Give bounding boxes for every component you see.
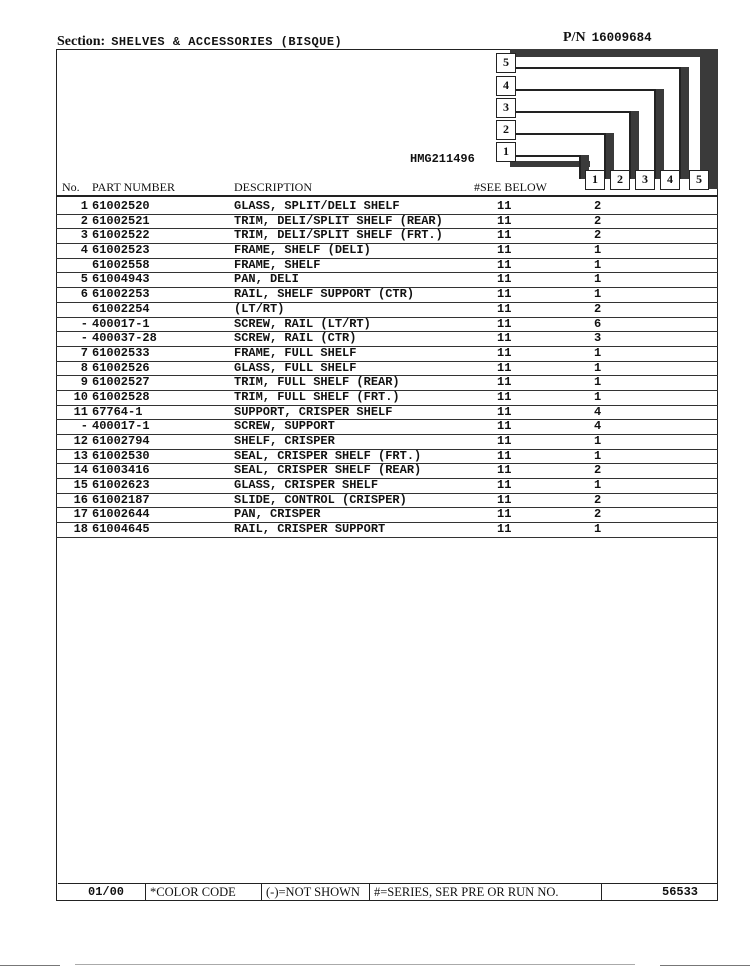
cell-series: 11	[497, 272, 512, 287]
table-row	[56, 273, 718, 288]
cell-desc: TRIM, FULL SHELF (FRT.)	[234, 389, 400, 404]
table-row	[56, 523, 718, 538]
cell-no: 1	[80, 199, 88, 213]
cell-no: 18	[73, 522, 88, 537]
cell-desc: FRAME, FULL SHELF	[234, 345, 357, 360]
footer-color-code: *COLOR CODE	[146, 884, 262, 900]
cell-no: 15	[73, 478, 88, 493]
cell-desc: SCREW, RAIL (LT/RT)	[234, 316, 371, 331]
cell-no: 5	[80, 272, 88, 287]
cell-series: 11	[497, 404, 512, 419]
cell-qty: 1	[594, 375, 602, 390]
cell-qty: 1	[594, 257, 602, 272]
cell-part: 61002187	[92, 492, 150, 507]
cell-no: -	[80, 316, 88, 331]
cell-desc: GLASS, SPLIT/DELI SHELF	[234, 199, 400, 213]
diagram-label-v5: 5	[496, 53, 516, 73]
cell-part: 61002528	[92, 389, 150, 404]
cell-part: 61002254	[92, 301, 150, 316]
cell-qty: 3	[594, 331, 602, 346]
cell-desc: FRAME, SHELF	[234, 257, 321, 272]
cell-desc: PAN, CRISPER	[234, 507, 321, 522]
cell-series: 11	[497, 434, 512, 448]
cell-part: 61002527	[92, 375, 150, 390]
cell-part: 61004645	[92, 522, 150, 537]
cell-qty: 1	[594, 287, 602, 302]
cell-part: 67764-1	[92, 404, 143, 419]
cell-desc: SEAL, CRISPER SHELF (FRT.)	[234, 448, 422, 463]
diagram-label-v1: 1	[496, 142, 516, 162]
cell-series: 11	[497, 448, 512, 463]
column-header-series: #SEE BELOW	[474, 180, 547, 194]
cell-part: 61002530	[92, 448, 150, 463]
cell-part: 61002644	[92, 507, 150, 522]
diagram-label-v2: 2	[496, 120, 516, 140]
scan-mark	[660, 965, 750, 966]
diagram-shade-5	[681, 67, 689, 179]
cell-part: 61002523	[92, 243, 150, 258]
scan-mark	[0, 965, 60, 966]
diagram-label-v3: 3	[496, 98, 516, 118]
cell-desc: FRAME, SHELF (DELI)	[234, 243, 371, 258]
table-row	[56, 508, 718, 523]
parts-table	[56, 200, 718, 538]
table-row	[56, 244, 718, 259]
cell-desc: RAIL, SHELF SUPPORT (CTR)	[234, 287, 415, 302]
cell-part: 61002558	[92, 257, 150, 272]
cell-series: 11	[497, 507, 512, 522]
cell-qty: 1	[594, 478, 602, 493]
cell-no: 7	[80, 345, 88, 360]
cell-desc: SUPPORT, CRISPER SHELF	[234, 404, 393, 419]
cell-qty: 4	[594, 419, 602, 434]
diagram-label-v4: 4	[496, 76, 516, 96]
model-number: HMG211496	[410, 152, 475, 166]
footer-date: 01/00	[58, 884, 146, 900]
cell-desc: SEAL, CRISPER SHELF (REAR)	[234, 463, 422, 478]
table-row	[56, 376, 718, 391]
cell-qty: 2	[594, 199, 602, 213]
table-row	[56, 200, 718, 215]
cell-series: 11	[497, 228, 512, 243]
cell-part: 61002533	[92, 345, 150, 360]
cell-qty: 2	[594, 492, 602, 507]
table-row	[56, 479, 718, 494]
footer-series-note: #=SERIES, SER PRE OR RUN NO.	[370, 884, 602, 900]
table-row	[56, 464, 718, 479]
cell-series: 11	[497, 360, 512, 375]
cell-part: 400017-1	[92, 316, 150, 331]
diagram-label-h5: 5	[689, 170, 709, 190]
cell-no: 6	[80, 287, 88, 302]
cell-part: 61004943	[92, 272, 150, 287]
table-row	[56, 318, 718, 333]
footer-page-number: 56533	[662, 885, 699, 899]
table-row	[56, 288, 718, 303]
table-row	[56, 494, 718, 509]
cell-no: -	[80, 419, 88, 434]
cell-qty: 1	[594, 345, 602, 360]
table-row	[56, 362, 718, 377]
table-row	[56, 347, 718, 362]
table-row	[56, 450, 718, 465]
cell-part: 61002521	[92, 213, 150, 228]
cell-series: 11	[497, 213, 512, 228]
cell-qty: 2	[594, 463, 602, 478]
column-header-description: DESCRIPTION	[234, 180, 313, 194]
cell-no: 8	[80, 360, 88, 375]
scan-mark	[75, 964, 635, 965]
cell-qty: 1	[594, 522, 602, 537]
cell-no: 10	[73, 389, 88, 404]
cell-series: 11	[497, 345, 512, 360]
cell-qty: 2	[594, 301, 602, 316]
cell-part: 61002526	[92, 360, 150, 375]
cell-part: 400037-28	[92, 331, 157, 346]
cell-desc: SCREW, SUPPORT	[234, 419, 335, 434]
cell-desc: RAIL, CRISPER SUPPORT	[234, 522, 386, 537]
cell-desc: PAN, DELI	[234, 272, 299, 287]
cell-no: 11	[73, 404, 88, 419]
column-header-part-number: PART NUMBER	[92, 180, 175, 194]
cell-series: 11	[497, 389, 512, 404]
cell-qty: 1	[594, 389, 602, 404]
cell-no: 14	[73, 463, 88, 478]
diagram-line-2	[510, 133, 605, 135]
cell-desc: GLASS, FULL SHELF	[234, 360, 357, 375]
cell-part: 61002253	[92, 287, 150, 302]
diagram-label-h1: 1	[585, 170, 605, 190]
table-row	[56, 435, 718, 450]
cell-no: 13	[73, 448, 88, 463]
cell-no: -	[80, 331, 88, 346]
cell-no: 9	[80, 375, 88, 390]
cell-series: 11	[497, 257, 512, 272]
cell-part: 61002623	[92, 478, 150, 493]
diagram-line-3	[510, 111, 630, 113]
cell-qty: 1	[594, 243, 602, 258]
cell-qty: 1	[594, 272, 602, 287]
cell-series: 11	[497, 316, 512, 331]
table-row	[56, 391, 718, 406]
cell-no: 2	[80, 213, 88, 228]
cell-desc: TRIM, DELI/SPLIT SHELF (REAR)	[234, 213, 443, 228]
cell-part: 400017-1	[92, 419, 150, 434]
cell-desc: TRIM, FULL SHELF (REAR)	[234, 375, 400, 390]
footer-not-shown: (-)=NOT SHOWN	[262, 884, 370, 900]
pn-value: 16009684	[591, 31, 652, 45]
cell-desc: SCREW, RAIL (CTR)	[234, 331, 357, 346]
diagram-line-4	[510, 89, 655, 91]
table-row	[56, 332, 718, 347]
cell-part: 61002520	[92, 199, 150, 213]
cell-no: 4	[80, 243, 88, 258]
diagram-label-h3: 3	[635, 170, 655, 190]
cell-series: 11	[497, 375, 512, 390]
cell-qty: 1	[594, 360, 602, 375]
cell-qty: 2	[594, 507, 602, 522]
table-row	[56, 229, 718, 244]
cell-qty: 2	[594, 213, 602, 228]
table-row	[56, 420, 718, 435]
cell-qty: 2	[594, 228, 602, 243]
part-number-heading	[563, 30, 652, 46]
cell-series: 11	[497, 478, 512, 493]
pn-label: P/N	[563, 30, 586, 45]
section-value: SHELVES & ACCESSORIES (BISQUE)	[111, 35, 343, 49]
cell-no: 12	[73, 434, 88, 448]
diagram-label-h4: 4	[660, 170, 680, 190]
cell-desc: SLIDE, CONTROL (CRISPER)	[234, 492, 407, 507]
cell-series: 11	[497, 522, 512, 537]
header-rule	[56, 195, 718, 197]
diagram-shade-top	[510, 49, 710, 57]
table-row	[56, 259, 718, 274]
diagram-label-h2: 2	[610, 170, 630, 190]
table-row	[56, 303, 718, 318]
cell-series: 11	[497, 463, 512, 478]
diagram-shade-3	[631, 111, 639, 179]
cell-qty: 6	[594, 316, 602, 331]
section-heading	[57, 34, 342, 50]
table-row	[56, 406, 718, 421]
table-row	[56, 215, 718, 230]
diagram-shade-right	[700, 49, 718, 189]
cell-no: 17	[73, 507, 88, 522]
cell-part: 61003416	[92, 463, 150, 478]
cell-part: 61002794	[92, 434, 150, 448]
cell-series: 11	[497, 419, 512, 434]
cell-desc: SHELF, CRISPER	[234, 434, 335, 448]
section-label: Section:	[57, 34, 106, 49]
cell-series: 11	[497, 301, 512, 316]
cell-desc: (LT/RT)	[234, 301, 285, 316]
diagram-line-1	[510, 155, 580, 157]
shelf-position-diagram	[490, 49, 718, 195]
cell-qty: 4	[594, 404, 602, 419]
cell-desc: TRIM, DELI/SPLIT SHELF (FRT.)	[234, 228, 443, 243]
cell-qty: 1	[594, 448, 602, 463]
cell-series: 11	[497, 331, 512, 346]
cell-no: 3	[80, 228, 88, 243]
cell-series: 11	[497, 287, 512, 302]
footer-bar	[58, 883, 718, 901]
column-header-no: No.	[62, 180, 80, 194]
cell-series: 11	[497, 243, 512, 258]
cell-no: 16	[73, 492, 88, 507]
diagram-shade-4	[656, 89, 664, 179]
diagram-shade-bottom	[510, 161, 590, 167]
cell-part: 61002522	[92, 228, 150, 243]
cell-series: 11	[497, 199, 512, 213]
cell-qty: 1	[594, 434, 602, 448]
cell-desc: GLASS, CRISPER SHELF	[234, 478, 379, 493]
diagram-line-5	[510, 67, 680, 69]
cell-series: 11	[497, 492, 512, 507]
